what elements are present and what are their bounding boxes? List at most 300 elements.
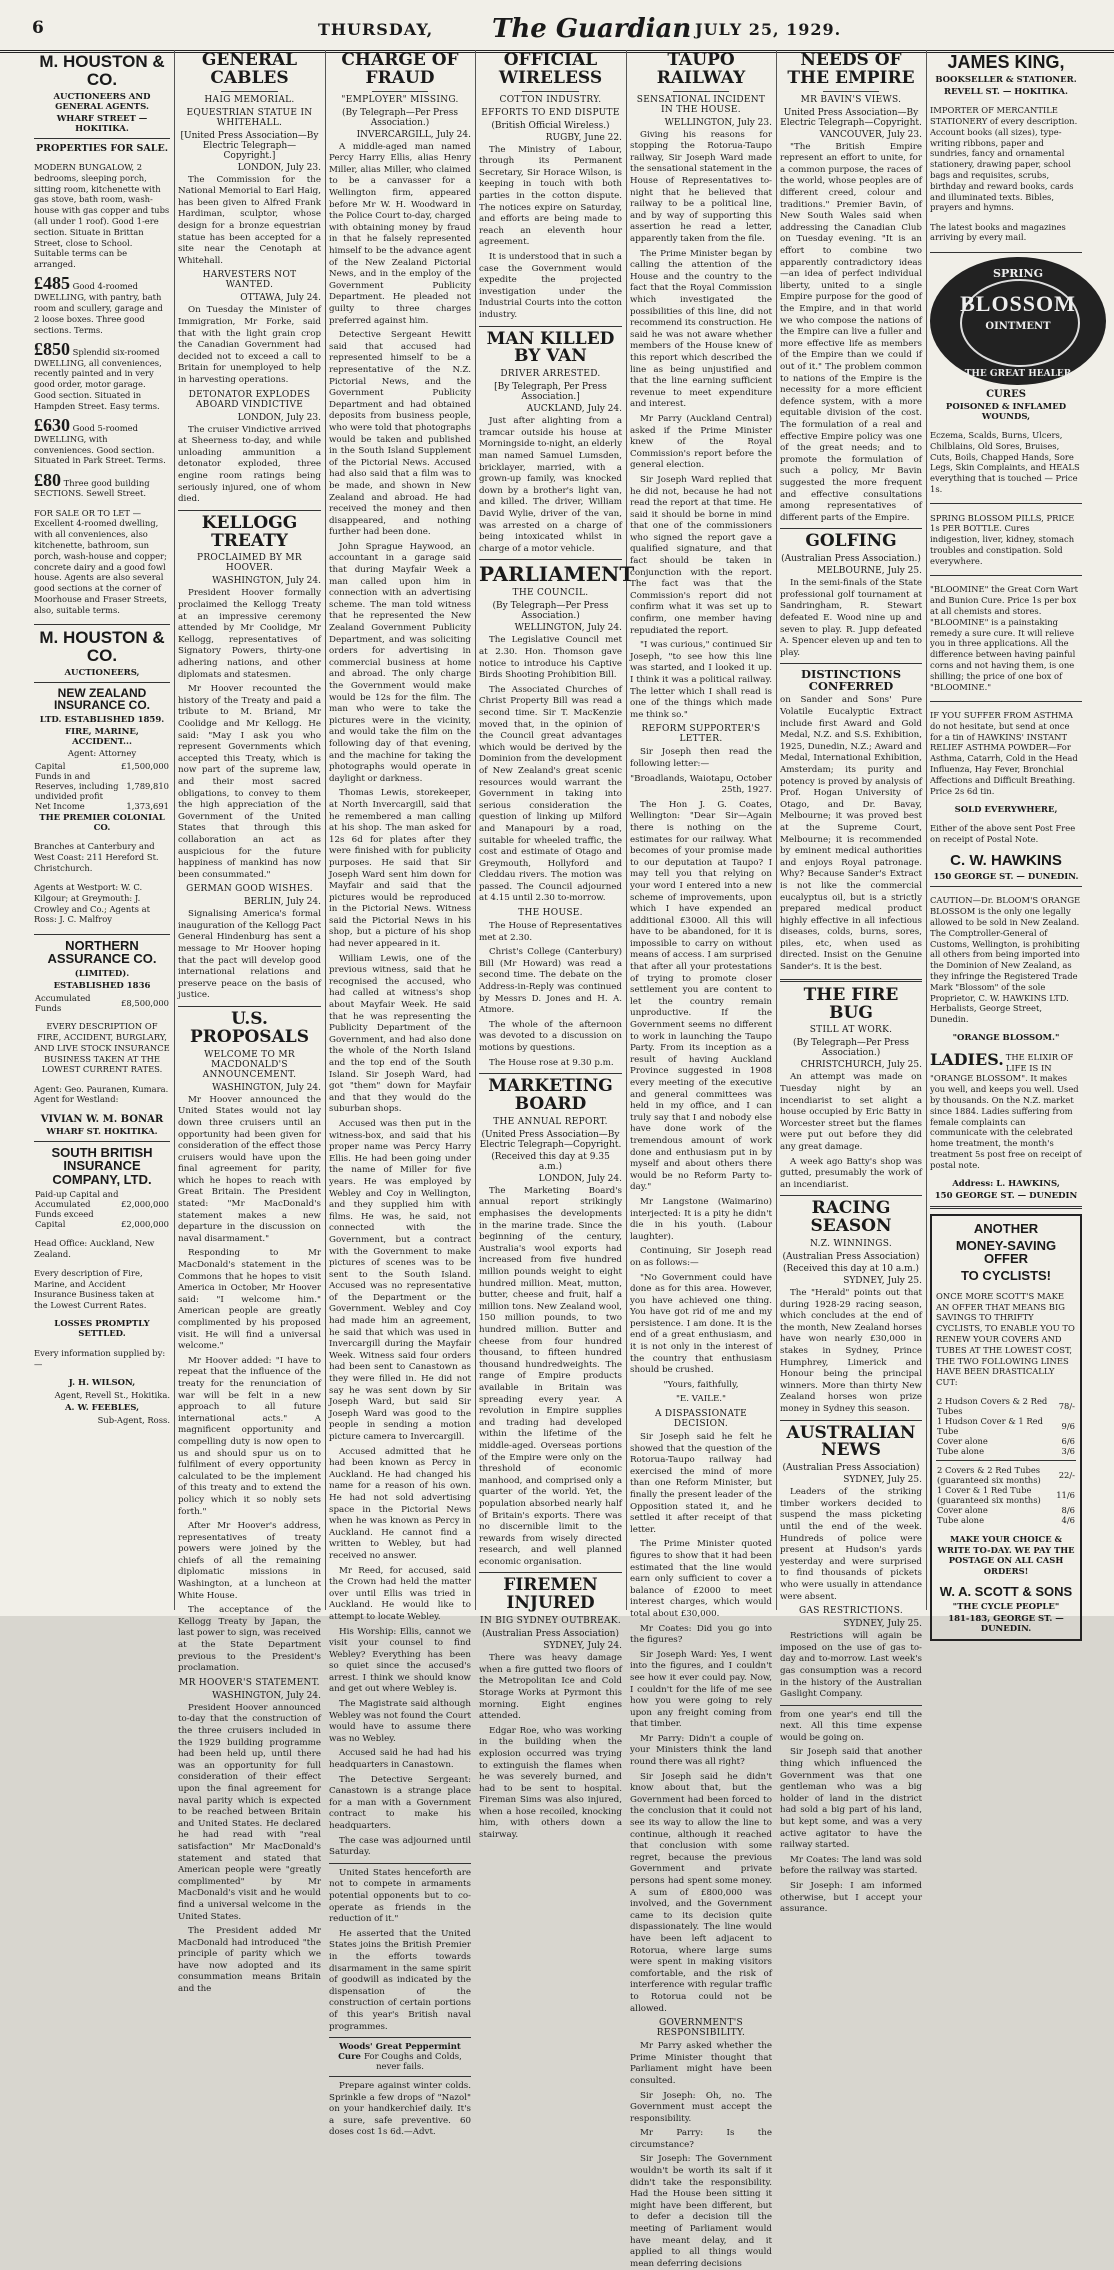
subhead: HARVESTERS NOT WANTED. [202,270,297,291]
offer-price: 8/6 [1061,1505,1075,1516]
offer-price: 22/- [1058,1470,1075,1481]
subhead: MR HOOVER'S STATEMENT. [179,1677,320,1688]
article-paragraph: The case was adjourned until Saturday. [329,1835,471,1858]
ad-spring-blossom-pills: SPRING BLOSSOM PILLS, PRICE 1s PER BOTTLE. Cures indigestion, liver, kidney, stomach troubles and constipation. Sold everywhere. [930,512,1075,566]
property-text: Three good building SECTIONS. Sewell Street. [34,477,150,499]
divider [930,252,1082,253]
table-row [34,993,170,1013]
headline-firemen-injured: FIREMEN INJURED [503,1575,598,1614]
offer-row [936,1446,1076,1456]
ladies-heading: LADIES. [930,1049,1004,1069]
figure-value: £2,000,000 [121,1219,169,1230]
article-paragraph: Christ's College (Canterbury) Bill (Mr Howard) was read a second time. The debate on the Address-in-Reply was continued by Messrs D. Jones and H. A. Atmore. [479,947,622,1016]
agent-address: Agent, Revell St., Hokitika. [54,1389,170,1400]
article-paragraph: Mr Parry asked whether the Prime Minister thought that Parliament might have been consulted. [630,2041,772,2086]
agent-name: J. H. WILSON, [68,1377,136,1388]
seal-footer-text: THE GREAT HEALER [964,368,1072,379]
ad-james-king-text: The latest books and magazines arriving by every mail. [930,221,1066,243]
article-paragraph: Giving his reasons for stopping the Rotorua-Taupo railway, Sir Joseph Ward made the sensational statement in the House of Representatives to-night that he believed that railway to be a political line, and by way of supporting this assertion he read a letter, apparently taken from the file. [630,129,772,245]
divider [34,682,170,683]
article-paragraph: John Sprague Haywood, an accountant in a garage said that during Mayfair Week a man called upon him in connection with an advertising scheme. The man told witness that he represented the New Zealand Government Publicity Department, and was soliciting orders for advertising in commercial business at home and abroad. The only charge the Government would make would be 12s for the film. The man who were to take the pictures were in the vicinity, and would take the film on the following day of that evening, and the machine for taking the photographs would operate in daylight or darkness. [329,541,471,784]
offer-row [936,1416,1076,1436]
credit-line: (Received this day at 9.35 a.m.) [491,1151,610,1172]
table-row [34,761,170,771]
ad-asthma-powder: IF YOU SUFFER FROM ASTHMA do not hesitate, but send at once for a tin of HAWKINS' INSTANT RELIEF ASTHMA POWDER—For Asthma, Catarrh, Cold in the Head Influenza, Hay Fever, Bronchial Affections and Difficult Breathing. Price 2s 6d tin. [930,710,1078,796]
subhead: GAS RESTRICTIONS. [798,1606,904,1617]
ad-south-british-office: Head Office: Auckland, New Zealand. [34,1237,155,1259]
article-paragraph: Mr Parry: Didn't a couple of your Ministers think the land round there was all right? [630,1733,772,1768]
subhead: N.Z. WINNINGS. [809,1238,893,1249]
agent-address: Sub-Agent, Ross. [97,1414,170,1425]
dateline: SYDNEY, July 25. [843,1475,922,1486]
ad-houston-title-2: M. HOUSTON & CO. [39,627,165,665]
offer-label: Tube alone [937,1515,985,1526]
letter-signature: "E. VAILE." [675,1394,727,1405]
article-paragraph: The Prime Minister began by calling the attention of the House and the country to the fact that the Royal Commission which investigated the possibilities of this line, did not recommend its construction. He said he was not aware whether members of the House knew of this report which described the line as being unjustified and that the line earning sufficient revenue to meet expenditure and interest. [630,248,773,410]
headline-the-fire-bug: THE FIRE BUG [803,984,899,1023]
ad-nz-insurance-branches: Branches at Canterbury and West Coast: 211 Hereford St. Christchurch. [34,841,159,873]
dateline: WELLINGTON, July 23. [664,117,772,128]
column-7-advertisements [930,50,1082,1634]
subhead: COTTON INDUSTRY. [499,94,602,105]
divider [780,528,922,529]
table-row [34,771,170,801]
divider [34,934,170,935]
figure-label: Funds in and Reserves, including undivided profit [35,770,119,801]
article-paragraph: Signalising America's formal inauguration of the Kellogg Pact General Hindenburg has sent a message to Mr Hoover hoping that the pact will develop good international relations and preserve peace on the basis of justice. [178,909,321,1001]
credit-line: (Received this day at 10 a.m.) [782,1263,920,1274]
divider [329,2076,471,2077]
divider [780,1705,922,1706]
article-paragraph: from one year's end till the next. All this time expense would be going on. [780,1709,922,1743]
ad-hawkins-name: C. W. HAWKINS [950,852,1062,870]
article-paragraph: Continuing, Sir Joseph read on as follows:— [630,1246,772,1268]
property-listing [34,273,170,335]
dateline: LONDON, July 24. [538,1173,622,1184]
subhead: STILL AT WORK. [809,1025,893,1036]
property-text: Splendid six-roomed DWELLING, all conveniences, recently painted and in very good order, motor garage. Good section. Situated in Hampden Street. Easy terms. [34,346,162,411]
offer-price: 3/6 [1061,1446,1075,1457]
dateline: LONDON, July 23. [237,412,321,423]
ad-nz-insurance-agents: Agents at Westport: W. C. Kilgour; at Greymouth: J. Crowley and Co.; Agents at Ross: J. C. Malfroy [34,881,150,925]
table-row [34,1219,170,1229]
subhead: DRIVER ARRESTED. [500,369,601,380]
article-paragraph: Mr Reed, for accused, said the Crown had held the matter over until Ellis was tried in Auckland. He would like to attempt to locate Webley. [329,1565,471,1622]
figure-value: £8,500,000 [121,997,169,1008]
figure-value: £1,500,000 [121,760,169,771]
subhead: A DISPASSIONATE DECISION. [654,1409,748,1430]
article-paragraph: The Detective Sergeant: Canastown is a strange place for a man with a Government contract to make his headquarters. [329,1774,471,1831]
credit-line: (Australian Press Association) [782,1251,920,1262]
article-paragraph: The whole of the afternoon was devoted to a discussion on motions by questions. [479,1019,622,1053]
credit-line: (Australian Press Association) [782,1463,920,1474]
offer-price: 9/6 [1061,1421,1075,1432]
offer-row [936,1515,1076,1525]
divider [522,91,579,92]
ladies-text: THE ELIXIR OF LIFE IS IN "ORANGE BLOSSOM". It makes you well, and keeps you well. Used by thousands. On the N.Z. market since 1884. Ladies suffering from female complaints can communicate with the celebrated home treatment, the month's treatment 5s post free on receipt of postal note. [930,1051,1082,1170]
article-paragraph: Leaders of the striking timber workers decided to suspend the mass picketing until the end of the week. Hundreds of police were present at Hudson's yards yesterday and were surprised to find thousands of pickets who were usually in attendance were absent. [780,1487,922,1602]
table-row [34,1189,170,1219]
article-paragraph: The "Herald" points out that during 1928-29 racing season, which concludes at the end of the month, New Zealand horses have won nearly £30,000 in stakes in Sydney, Prince Humphrey, Limerick and Honour being the principal winners. More than thirty New Zealand horses won prize money in Sydney this season. [780,1287,922,1414]
headline-australian-news: AUSTRALIAN NEWS [786,1422,916,1461]
credit-line: United Press Association—By Electric Telegraph—Copyright. [780,107,922,128]
ad-south-british-title: SOUTH BRITISH INSURANCE COMPANY, LTD. [51,1144,153,1187]
price: £850 [34,338,70,359]
cures-heading: CURES [986,388,1026,400]
ad-northern-funds [34,993,170,1013]
subhead: IN BIG SYDNEY OUTBREAK. [480,1616,621,1627]
credit-line: (By Telegraph—Per Press Association.) [492,601,609,622]
headline-racing-season: RACING SEASON [810,1198,892,1237]
properties-heading: PROPERTIES FOR SALE. [35,142,169,154]
article-paragraph: Mr Parry (Auckland Central) asked if the Prime Minister knew of the Royal Commission's report before the general election. [630,413,772,471]
dateline: VANCOUVER, July 23. [819,129,922,140]
article-paragraph: On Tuesday the Minister of Immigration, Mr Forke, said that with the light grain crop the Canadian Government had decided not to exceed a call to Britain for unemployed to help in harvesting operations. [178,305,321,385]
dateline: LONDON, July 23. [237,162,321,173]
article-paragraph: Accused admitted that he had been known as Percy in Auckland. He had changed his name for a reason of his own. He had not sold advertising space in the Pictorial News when he was known as Percy in Auckland. He cannot find a written to Webley, but had received no answer. [329,1446,471,1561]
figure-label: Accumulated Funds [35,992,91,1013]
column-rule [926,50,927,1610]
offer-label: 1 Cover & 1 Red Tube (guaranteed six months) [937,1485,1041,1506]
divider [930,701,1082,702]
property-listing [34,414,170,466]
subhead: MR BAVIN'S VIEWS. [800,94,902,105]
subhead: THE COUNCIL. [512,588,589,599]
article-paragraph: An attempt was made on Tuesday night by an incendiarist to set alight a house occupied by Eric Batty in Worcester street but the flames were put out before they did any great damage. [780,1072,922,1152]
article-paragraph: He asserted that the United States joins the British Premier in the efforts towards disarmament in the same spirit of goodwill as indicated by the dispensation of the construction of certain portions of this year's British naval programmes. [329,1928,471,2032]
ad-scott-text: ONCE MORE SCOTT'S MAKE AN OFFER THAT MEANS BIG SAVINGS TO THRIFTY CYCLISTS, TO ENABLE YOU TO RENEW YOUR COVERS AND TUBES AT THE LOWEST COST, THE TWO FOLLOWING LINES HAVE BEEN DRASTICALLY CUT: [936,1290,1075,1388]
offer-price: 4/6 [1061,1515,1075,1526]
offer-row [936,1465,1076,1485]
ad-houston-sub: AUCTIONEERS AND GENERAL AGENTS. [53,91,151,112]
article-paragraph: United States henceforth are not to compete in armaments potential opponents but to co-operate as friends in the reduction of it." [329,1867,471,1925]
article-paragraph: Mr Hoover added: "I have to repeat that the influence of the treaty for the renunciation of war will be felt in a new approach to all future international acts." A magnificent opportunity and compelling duty is now open to us and should spur us on to fulfilment of every opportunity calculated to be the implement of this treaty and to extend the policy which it so nobly sets forth." [178,1355,321,1517]
column-rule [174,50,175,1610]
ad-scott-sub: "THE CYCLE PEOPLE" [952,1602,1060,1612]
offer-row [936,1505,1076,1515]
ad-hawkins-address: 150 GEORGE ST. — DUNEDIN. [933,871,1079,882]
dateline: WASHINGTON, July 24. [212,576,321,587]
article-paragraph: Sir Joseph then read the following letter:— [630,747,772,769]
offer-label: Cover alone [937,1436,988,1447]
figure-value: 1,373,691 [126,800,169,811]
subhead: EFFORTS TO END DISPUTE [481,107,620,118]
headline-marketing-board: MARKETING BOARD [488,1076,613,1115]
article-paragraph: The Marketing Board's annual report strikingly emphasises the developments in the marine trade. Since the beginning of the century, Australia's wool exports had increased from five hundred million pounds weight to eight hundred million. Meat, mutton, butter, cheese and fruit, half a million tons. New Zealand wool, 150 million pounds, to two hundred million. Butter and cheese from four hundred thousand, to fifteen hundred thousand hundredweights. The range of Empire products available in Britain was spreading every year. A revolution in Empire supplies and trading had developed within the lifetime of the middle-aged. Overseas portions of the Empire were only on the threshold of economic manhood, and comprised only a quarter of the world. Yet, the population absorbed nearly half of Britain's exports. There was no discernible limit to the rewards from wisely directed research, and well planned economic organisation. [479,1185,622,1567]
ad-scott-name: W. A. SCOTT & SONS [939,1584,1073,1600]
ad-nz-insurance-premier: THE PREMIER COLONIAL CO. [39,812,165,833]
ad-scott-order-note: MAKE YOUR CHOICE & WRITE TO-DAY. WE PAY THE POSTAGE ON ALL CASH ORDERS! [937,1533,1075,1577]
offer-row [936,1436,1076,1446]
credit-line: (British Official Wireless.) [491,120,610,131]
ad-nz-insurance-type: FIRE, MARINE, ACCIDENT... [65,726,139,747]
article-paragraph: Restrictions will again be imposed on the use of gas to-day and to-morrow. Last week's gas consumption was a record in the history of the Australian Gaslight Company. [780,1631,922,1700]
article-paragraph: Thomas Lewis, storekeeper, at North Invercargill, said that he remembered a man calling at his shop. The man asked for 12s 6d for plates after they were finished with for publicity purposes. He said that Sir Joseph Ward sent him down for Mayfair and said that the pictures would be reproduced in the Pictorial News. Witness said the Pictorial News in his shop, but a picture of his shop had never appeared in it. [329,788,471,950]
article-paragraph: Detective Sergeant Hewitt said that accused had represented himself to be a representative of the N.Z. Pictorial News, and the Government Publicity Department and had obtained deposits from business people, who were told that photographs would be taken and published in the South Island Supplement of the Pictorial News. Accused had also said that a film was to be made, and shown in New Zealand and abroad. He had received the money and then disappeared, and nothing further had been done. [329,330,471,538]
article-paragraph: Responding to Mr MacDonald's statement in the Commons that he hopes to visit America in October, Mr Hoover said: "I welcome him." American people are greatly complimented by his proposed visit. He will find a universal welcome." [178,1248,321,1352]
headline-taupo-railway: TAUPO RAILWAY [656,50,746,88]
ad-scott-address: 181-183, GEORGE ST. — DUNEDIN. [948,1614,1064,1634]
divider [34,624,170,625]
ad-caution: CAUTION—Dr. BLOOM'S ORANGE BLOSSOM is the only one legally allowed to be sold in New Zealand. The Comptroller-General of Customs, Wellington, is prohibiting all others from being imported into the Dominion of New Zealand, as they infringe the Registered Trade Mark "Blossom" of the sole Proprietor, C. W. HAWKINS LTD. Herbalists, George Street, Dunedin. [930,895,1081,1025]
article-paragraph: Edgar Roe, who was working in the building when the explosion occurred was trying to extinguish the flames when he was severely burned, and had to be sent to hospital. Fireman Sims was also injured, when a hose recoiled, knocking him, with others down a stairway. [479,1725,622,1841]
figure-value: £2,000,000 [121,1199,169,1210]
divider [780,1420,922,1421]
ad-houston-sub-2: AUCTIONEERS, [64,667,140,678]
subhead: DETONATOR EXPLODES ABOARD VINDICTIVE [188,389,311,410]
offer-table-2 [936,1465,1076,1525]
ad-text: For Coughs and Colds, never fails. [363,2052,462,2073]
price: £485 [34,273,70,294]
article-paragraph: The Ministry of Labour, through its Permanent Secretary, Sir Horace Wilson, is keeping in touch with both parties in the cotton dispute. The notices expire on Saturday, and efforts are being made to reach an eleventh hour agreement. [479,144,622,248]
page-number: 6 [32,18,44,38]
article-paragraph: Sir Joseph Ward replied that he did not, because he had not read the report at that time. He said it should be borne in mind that one of the commissioners who signed the report gave a qualified signature, and that fact should be taken in conjunction with the report. The fact was that the Commission's report did not confirm what it was set up to confirm, one member having repudiated the report. [630,474,772,636]
subhead: EQUESTRIAN STATUE IN WHITEHALL. [186,107,313,128]
letter-address: "Broadlands, Waiotapu, October 25th, 1927. [630,773,772,796]
article-paragraph: The Prime Minister quoted figures to show that it had been estimated that the line would earn only sufficient to cover a balance of £2000 to meet interest charges, which would total about £30,000. [630,1539,772,1619]
ad-northern-title: NORTHERN ASSURANCE CO. [47,937,157,967]
divider [221,91,278,92]
dateline: SYDNEY, July 25. [843,1619,922,1630]
credit-line: (United Press Association—By Electric Telegraph—Copyright. [479,1129,622,1150]
article-paragraph: His Worship: Ellis, cannot we visit your counsel to find Webley? Everything has been so quiet since the accused's arrest. I think we should know and get out where Webley is. [329,1626,471,1695]
offer-row [936,1396,1076,1416]
article-paragraph: In the semi-finals of the State professional golf tournament at Sandringham, R. Stewart defeated E. Wood nine up and seven to play. R. Jupp defeated A. Spencer eleven up and ten to play. [780,578,922,658]
masthead-date: JULY 25, 1929. [695,20,842,39]
article-paragraph: The cruiser Vindictive arrived at Sheerness to-day, and while unloading ammunition a detonator exploded, three engine room ratings being seriously injured, one of whom died. [178,424,321,505]
headline-charge-of-fraud: CHARGE OF FRAUD [341,50,459,88]
column-2-general-cables [178,50,321,1995]
subhead: HAIG MEMORIAL. [204,94,295,105]
subhead: GOVERNMENT'S RESPONSIBILITY. [656,2018,746,2039]
article-paragraph: Sir Joseph said that another thing which influenced the Government was that one gentleman who was a big holder of land in the district had sold a big part of his land, but kept some, and was a very active agitator to have the railway started. [780,1747,922,1851]
article-paragraph: A week ago Batty's shop was gutted, presumably the work of an incendiarist. [780,1156,922,1190]
cures-sub: POISONED & INFLAMED WOUNDS, [945,401,1067,422]
divider [479,1073,622,1074]
ad-northern-agents: Agent: Geo. Pauranen, Kumara. Agent for Westland: [34,1083,169,1105]
article-paragraph: A middle-aged man named Percy Harry Ellis, alias Henry Miller, alias Miller, who claimed to be a canvasser for a Wellington firm, appeared before Mr W. H. Woodward in the Police Court to-day, charged with obtaining money by fraud in that he falsely represented himself to be the advance agent of the New Zealand Pictorial News, and in the employ of the Government Publicity Department. He pleaded not guilty to three charges preferred against him. [329,141,471,326]
article-paragraph: Accused was then put in the witness-box, and said that his proper name was Percy Harry Ellis. He had been going under the name of Miller for five years. He was employed by Webley and Coy in Wellington, and they supplied him with films. He was, he said, not connected with the Government, but a contract with the Government to make pictures of scenes was to be sent to the South Island. Accused was no representative of the Department or the Government. Webley and Coy had made him an agreement, he said that which was used in Invercargill during the Mayfair Week. Witness said four orders had been sent to Canastown as they were filled in. He did not say he was sent down by Sir Joseph Ward, but said Sir Joseph Ward was good to the people in sending a motion picture camera to Invercargill. [329,1118,471,1442]
ad-nz-insurance-est: LTD. ESTABLISHED 1859. [39,714,165,725]
article-paragraph: Sir Joseph: Oh, no. The Government must accept the responsibility. [630,2090,772,2124]
ad-nz-insurance-title: NEW ZEALAND INSURANCE CO. [53,685,150,713]
post-free-note: Either of the above sent Post Free on receipt of Postal Note. [930,823,1076,845]
article-paragraph: Sir Joseph Ward: Yes, I went into the figures, and I couldn't see how it ever could pay. Now, I couldn't for the life of me see how you were going to rely upon any freight coming from that timber. [630,1649,772,1730]
ad-houston-address: WHARF STREET — HOKITIKA. [56,113,148,134]
table-row [34,801,170,811]
article-paragraph: Accused said he had had his headquarters in Canastown. [329,1748,471,1771]
subhead: GERMAN GOOD WISHES. [186,884,313,895]
divider [930,1206,1082,1209]
article-paragraph: Sir Joseph: I am informed otherwise, but I accept your assurance. [780,1881,922,1915]
headline-man-killed-by-van: MAN KILLED BY VAN [486,328,615,367]
article-paragraph: "I was curious," continued Sir Joseph, "to see how this line was started, and I looked it up. I think it was a political railway. The letter which I shall read is one of the things which made me think so." [630,640,772,720]
article-paragraph: After Mr Hoover's address, representatives of treaty powers were joined by the chiefs of all the remaining diplomatic missions in Washington, at a luncheon at White House. [178,1521,321,1601]
article-paragraph: The Associated Churches of Christ Property Bill was read a second time. Sir T. MacKenzie moved that, in the opinion of the Council great advantages which would be derived by the Dominion from the development of New Zealand's great scenic resources would warrant the Government in taking into serious consideration the question of linking up Milford and Manapouri by a road, suitable for wheeled traffic, the cost and estimate of Otago and Greymouth, Hollyford and Cleddau rivers. The motion was passed. The Council adjourned at 4.15 until 2.30 to-morrow. [479,684,622,904]
dateline: INVERCARGILL, July 24. [356,129,471,140]
offer-price: 11/6 [1056,1490,1075,1501]
article-paragraph: Mr Hoover recounted the history of the Treaty and paid a tribute to M. Briand, Mr Coolidge and Mr Kellogg. He said: "May I ask you who represent Governments which accepted this Treaty, which is now part of the supreme law, and their most sacred obligations, to convey to them the high appreciation of the Government of the United States that through this collaboration an act as auspicious for the future happiness of mankind has now been consummated." [178,684,321,880]
column-4-official-wireless [479,50,635,1841]
letter-closing: "Yours, faithfully, [663,1379,739,1390]
headline-golfing: GOLFING [805,531,897,552]
divider [34,138,170,139]
price: £80 [34,469,61,490]
article-paragraph: The House of Representatives met at 2.30. [479,921,622,943]
ad-south-british-desc: Every description of Fire, Marine, and Accident Insurance Business taken at the Lowest Current Rates. [34,1267,155,1311]
paper-title: The Guardian [492,14,692,44]
dateline: WASHINGTON, July 24. [212,1690,321,1701]
divider [178,510,321,511]
ad-nz-insurance-agent: Agent: Attorney [67,748,137,759]
dateline: MELBOURNE, July 25. [817,566,922,577]
subhead: WELCOME TO MR MACDONALD'S ANNOUNCEMENT. [202,1049,297,1080]
credit-line: [United Press Association—By Electric Telegraph—Copyright.] [180,130,319,161]
credit-line: (Australian Press Association) [482,1629,619,1640]
ad-bloomine: "BLOOMINE" the Great Corn Wart and Bunion Cure. Price 1s per box at all chemists and stores. "BLOOMINE" is a painstaking remedy a sure cure. It will relieve you in three applications. All the difference between having painful corns and not having them, is one shilling; the price of one box of "BLOOMINE." [930,584,1078,692]
ad-northern-name: VIVIAN W. M. BONAR [40,1113,164,1125]
figure-label: Capital [35,760,66,771]
article-paragraph: It is understood that in such a case the Government would expedite the projected investigation under the Industrial Courts into the cotton industry. [479,252,622,320]
article-paragraph: Just after alighting from a tramcar outside his house at Morningside to-night, an elderly man named Samuel Lumsden, bricklayer, married, with a grown-up family, was knocked down by a brother's light van, and killed. The driver, William David Wylie, driver of the van, was arrested on a charge of being intoxicated whilst in charge of a motor vehicle. [479,416,622,554]
offer-table-1 [936,1396,1076,1456]
ad-south-british-figures [34,1189,170,1229]
dateline: RUGBY, June 22. [545,132,622,143]
offer-price: 6/6 [1061,1436,1075,1447]
dateline: CHRISTCHURCH, July 25. [800,1060,922,1071]
address-line: Address: L. HAWKINS, [952,1178,1060,1189]
figure-label: Paid-up Capital and Accumulated Funds exceed [35,1189,119,1220]
divider [780,663,922,664]
article-paragraph: The acceptance of the Kellogg Treaty by Japan, the last power to sign, was received at the State Department previous to the President's proclamation. [178,1605,321,1674]
dateline: AUCKLAND, July 24. [526,404,622,415]
subhead: PROCLAIMED BY MR HOOVER. [196,553,303,574]
masthead-day: THURSDAY, [318,20,434,39]
letter-body: The Hon J. G. Coates, Wellington: "Dear Sir—Again there is nothing on the estimates for our railway. What becomes of your promise made to our deputation at Taupo? I may tell you that relying on your word I entered into a new scheme of improvements, upon which I have expended an additional £3000. All this will have to be abandoned, for it is impossible to carry on without means of access. I am surprised that after all your protestations of trying to promote closer settlement you are content to let the country remain unproductive. If the Government seems no different to work in launching the Taupo Party. From its inception as a result of having Auckland Province suggested in 1908 every meeting of the executive and general committees was held in my office, and I can truly say that I and nobody else have done work of the tremendous amount of work done and enthusiasm put in by myself and about others there would be no Reform Party to-day." [630,799,772,1193]
property-text: Good 4-roomed DWELLING, with pantry, bath room and scullery, garage and 2 loose boxes. Three good sections. Terms. [34,281,163,335]
article-paragraph: The Legislative Council met at 2.30. Hon. Thomson gave notice to introduce his Captive Birds Shooting Prohibition Bill. [479,635,622,681]
dateline: SYDNEY, July 25. [843,1275,922,1286]
ad-south-british-info: Every information supplied by:— [34,1347,166,1369]
article-paragraph: Mr Coates: The land was sold before the railway was started. [780,1854,922,1877]
ad-northern-est: ESTABLISHED 1836 [53,980,151,991]
ad-orange-blossom: "ORANGE BLOSSOM." [952,1033,1060,1044]
sold-everywhere: SOLD EVERYWHERE, [954,804,1058,815]
divider [479,559,622,560]
ad-heading: Woods' Great Peppermint Cure [338,2042,461,2063]
price: £630 [34,414,70,435]
article-paragraph: Sir Joseph said he felt he showed that the question of the Rotorua-Taupo railway had exercised the mind of more than one Reform Minister, but finally the present leader of the Opposition stated it, and he settled it after receipt of that letter. [630,1432,772,1535]
seal-top-text: SPRING [993,266,1043,280]
ad-woods-peppermint [329,2042,471,2072]
headline-distinctions-conferred: DISTINCTIONS CONFERRED [800,667,902,694]
ad-northern-desc: EVERY DESCRIPTION OF FIRE, ACCIDENT, BURGLARY, AND LIVE STOCK INSURANCE BUSINESS TAKEN AT THE LOWEST CURRENT RATES. [34,1021,170,1075]
divider [372,91,429,92]
offer-label: 1 Hudson Cover & 1 Red Tube [937,1416,1043,1437]
address-line: 150 GEORGE ST. — DUNEDIN [934,1190,1078,1201]
masthead [0,12,1114,53]
property-listing: MODERN BUNGALOW, 2 bedrooms, sleeping porch, sitting room, kitchenette with gas stove, bath room, wash-house with gas copper and tubs (all under 1 roof). Good 1-ere section. Situate in Brittan Street, close to School. Suitable terms can be arranged. [34,162,170,270]
ad-scott-another: ANOTHER [973,1220,1039,1236]
seal-main-text: BLOSSOM [960,290,1076,316]
credit-line: (By Telegraph—Per Press Association.) [342,107,458,128]
article-paragraph: Mr Parry: Is the circumstance? [630,2128,772,2150]
property-text: Good 5-roomed DWELLING, with conveniences. Good section. Situated in Park Street. Terms. [34,422,166,466]
credit-line: [By Telegraph, Per Press Association.] [494,382,607,403]
subhead: THE HOUSE. [518,908,583,919]
divider [930,886,1082,887]
column-3-charge-of-fraud [329,50,471,2138]
article-paragraph: The Magistrate said although Webley was not found the Court would have to assume there was no Webley. [329,1699,471,1744]
subhead: THE ANNUAL REPORT. [493,1116,608,1127]
figure-value: 1,789,810 [126,780,169,791]
ad-houston-title: M. HOUSTON & CO. [39,52,165,89]
ad-northern-sub: (LIMITED). [74,968,130,979]
figure-label: Net Income [35,800,85,811]
ad-nz-insurance-figures [34,761,170,811]
ad-south-british-losses: LOSSES PROMPTLY SETTLED. [54,1319,150,1340]
divider [178,1006,321,1007]
ad-james-king-title: JAMES KING, [947,52,1065,72]
column-6-needs-of-empire [780,50,922,1915]
article-paragraph: The Commission for the National Memorial to Earl Haig, has been given to Alfred Frank Hardiman, sculptor, whose design for a bronze equestrian statue has been accepted for a site near the Cenotaph at Whitehall. [178,174,321,266]
headline-parliament: PARLIAMENT [479,562,635,587]
ad-scott-offer: MONEY-SAVING OFFER [955,1237,1057,1267]
credit-line: (By Telegraph—Per Press Association.) [793,1038,909,1059]
spring-blossom-ointment-seal [930,257,1106,385]
ad-nazol: Prepare against winter colds. Sprinkle a few drops of "Nazol" on your handkerchief daily. It's a sure, safe preventive. 60 doses cost 1s 6d.—Advt. [329,2081,471,2138]
divider [936,1460,1076,1461]
column-rule [776,50,777,1610]
offer-label: Tube alone [937,1446,985,1457]
headline-kellogg-treaty: KELLOGG TREATY [201,512,298,551]
article-paragraph: Sir Joseph: The Government wouldn't be worth its salt if it didn't take the responsibility. Had the House been sitting it might have been different, but to defer a decision till the meeting of Parliament would have meant delay, and it applied to all things would mean deferring decisions [630,2154,772,2269]
subhead: SENSATIONAL INCIDENT IN THE HOUSE. [636,94,766,115]
divider [930,503,1082,504]
column-1-advertisements [34,50,170,1612]
column-rule [475,50,476,1610]
article-paragraph: The House rose at 9.30 p.m. [489,1057,614,1068]
property-listing: FOR SALE OR TO LET — Excellent 4-roomed dwelling, with all conveniences, also kitchenette, bathroom, sun porch, wash-house and copper; concrete dairy and a good fowl house. Agents are also several good sections at the corner of Moorhouse and Fraser Streets, also, suitable terms. [34,507,167,615]
article-paragraph: Mr Coates: Did you go into the figures? [630,1623,772,1646]
divider [479,1572,622,1573]
dateline: SYDNEY, July 24. [543,1641,622,1652]
divider [329,2037,471,2038]
headline-us-proposals: U.S. PROPOSALS [189,1009,309,1047]
ad-ladies [930,1049,1082,1171]
ad-scott-cyclists-title: TO CYCLISTS! [960,1267,1052,1283]
divider [479,326,622,327]
article-paragraph: Mr Langstone (Waimarino) interjected: It is a pity he didn't die in his youth. (Labour laughter). [630,1196,772,1242]
dateline: WELLINGTON, July 24. [514,623,622,634]
article-paragraph: President Hoover formally proclaimed the Kellogg Treaty at an impressive ceremony attended by Mr Coolidge, Mr Kellogg, representatives of Signatory Powers, thirty-one adhering nations, and other diplomats and statesmen. [178,588,321,680]
letter-body: "No Government could have done as for this area. However, you have achieved one thing. You have got rid of me and my persistence. I am done. It is the end of a great enthusiasm, and it is not only in the interest of the country that enthusiasm should be crushed. [630,1272,772,1376]
credit-line: (Australian Press Association.) [781,554,921,565]
offer-label: Cover alone [937,1505,988,1516]
dateline: OTTAWA, July 24. [240,293,321,304]
property-listing [34,469,170,500]
divider [780,979,922,982]
ad-james-king-text: IMPORTER OF MERCANTILE STATIONERY of every description. Account books (all sizes), type-writing ribbons, paper and sundries, fancy and ornamental stationery, drawing paper, school bags and requisites, scrubs, birthday and reward books, cards and illuminated texts. Bibles, prayers and hymns. [930,105,1078,213]
article-paragraph: "The British Empire represent an effort to unite, for a common purpose, the races of the world, whose peoples are of different creed, colour and traditions." Premier Bavin, of New South Wales said when addressing the Canadian Club on Tuesday evening. "It is an effort to combine two apparently contradictory ideas—an idea of perfect individual liberty, united to a single Empire purpose for the good of the Empire, and in that world we who compose the nations of the Empire can live a fuller and more effective life as members of the Empire than we could if out of it." The problem common to nations of the Empire is the necessity for a more efficient defence system, with a more equitable division of the cost. The formulation of a real and effective Empire policy was one of the great needs; and to promote the formulation of such a policy, Mr Bavin suggested the more frequent and effective consultations among representatives of different parts of the Empire. [780,141,922,523]
article-paragraph: There was heavy damage when a fire gutted two floors of the Metropolitan Ice and Cold Storage Works at Pyrmont this morning. Eight engines attended. [479,1653,622,1722]
divider [329,1863,471,1864]
offer-row [936,1485,1076,1505]
column-rule [626,50,627,1610]
ad-scott-cyclists [930,1214,1082,1641]
dateline: BERLIN, July 24. [243,897,321,908]
divider [673,91,730,92]
